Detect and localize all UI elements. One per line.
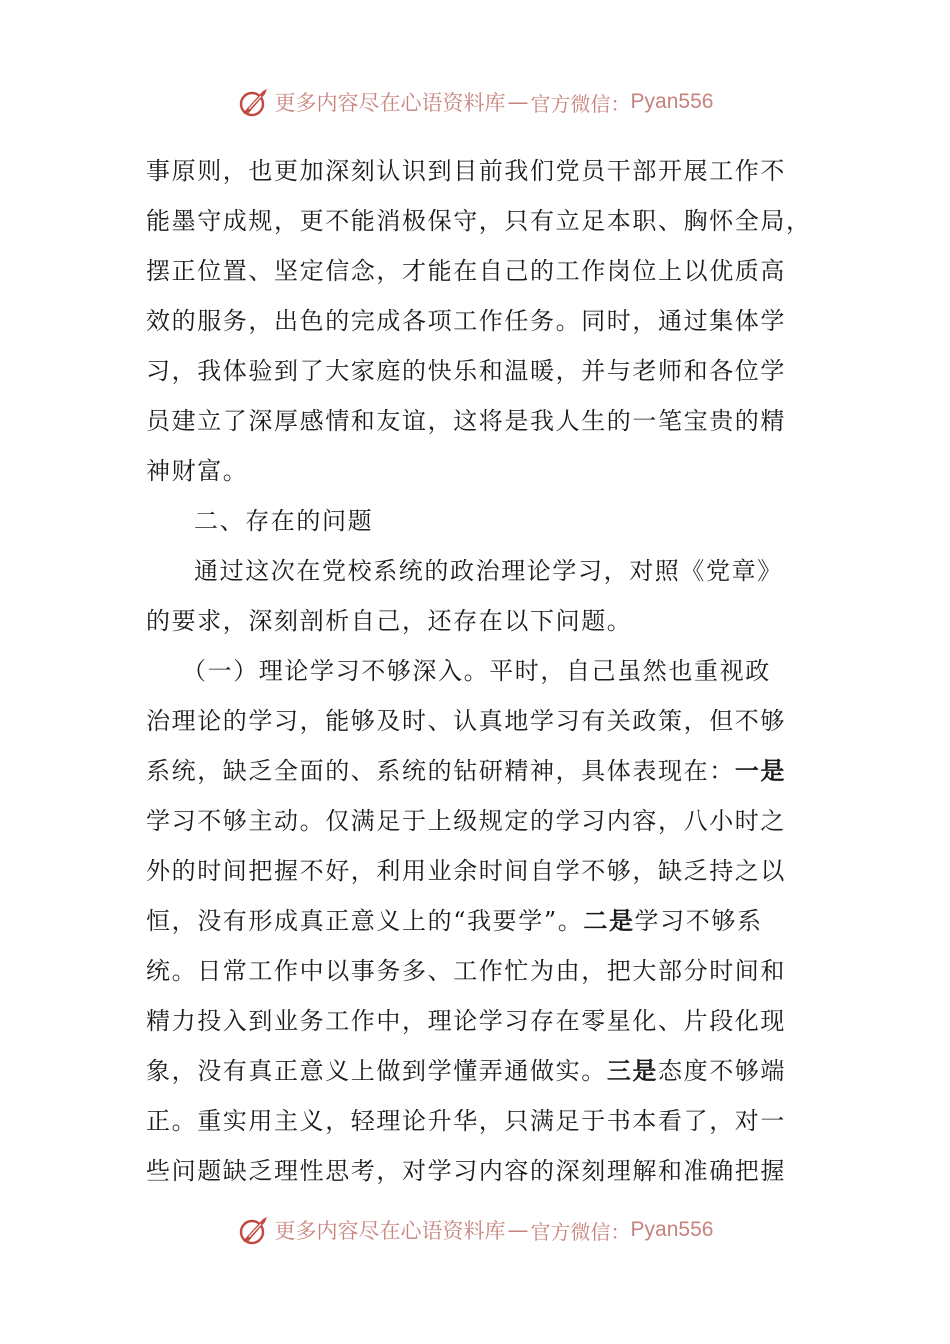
banner-dash: — [507,90,529,114]
text-line: 神财富。 [146,457,249,485]
text-line: 精力投入到业务工作中，理论学习存在零星化、片段化现 [146,1007,786,1035]
text-line: 习，我体验到了大家庭的快乐和温暖，并与老师和各位学 [146,357,786,385]
text-line: 的要求，深刻剖析自己，还存在以下问题。 [146,607,633,635]
text-line [146,746,796,796]
text-line: （一）理论学习不够深入。平时，自己虽然也重视政 [182,657,771,685]
banner-dash: — [507,1218,529,1242]
text-line: 外的时间把握不好，利用业余时间自学不够，缺乏持之以 [146,857,786,885]
text-line: 效的服务，出色的完成各项工作任务。同时，通过集体学 [146,307,786,335]
banner-official-label: 官方微信： [530,91,631,116]
text-line: 摆正位置、坚定信念，才能在自己的工作岗位上以优质高 [146,257,786,285]
text-segment: 象，没有真正意义上做到学懂弄通做实。 [146,1057,607,1085]
banner-text: 更多内容尽在心语资料库 [274,1219,506,1243]
banner-wechat-id: Pyan556 [630,90,714,113]
text-line: 学习不够主动。仅满足于上级规定的学习内容，八小时之 [146,807,786,835]
bold-marker: 一是 [734,757,787,785]
text-line: 能墨守成规，更不能消极保守，只有立足本职、胸怀全局， [146,207,812,235]
text-line: 治理论的学习，能够及时、认真地学习有关政策，但不够 [146,707,786,735]
banner-text: 更多内容尽在心语资料库 [274,91,506,115]
document-body [146,146,812,1196]
text-line [146,1046,796,1096]
text-line: 统。日常工作中以事务多、工作忙为由，把大部分时间和 [146,957,786,985]
quill-logo-icon [237,1213,271,1247]
footer-banner [0,1208,950,1252]
text-segment: 恒，没有形成真正意义上的“我要学”。 [146,907,584,935]
section-heading: 二、存在的问题 [194,507,374,535]
text-segment: 系统，缺乏全面的、系统的钻研精神，具体表现在： [146,757,735,785]
banner-official-label: 官方微信： [530,1219,631,1244]
text-segment: 态度不够端 [658,1057,787,1085]
header-banner [0,80,950,124]
bold-marker: 二是 [583,907,635,935]
bold-marker: 三是 [606,1057,659,1085]
text-line [146,896,796,946]
text-line: 正。重实用主义，轻理论升华，只满足于书本看了，对一 [146,1107,786,1135]
text-line: 通过这次在党校系统的政治理论学习，对照《党章》 [194,557,783,585]
text-line: 事原则，也更加深刻认识到目前我们党员干部开展工作不 [146,157,786,185]
text-segment: 学习不够系 [634,907,763,935]
banner-wechat-id: Pyan556 [630,1218,714,1241]
text-line: 些问题缺乏理性思考，对学习内容的深刻理解和准确把握 [146,1157,786,1185]
text-line: 员建立了深厚感情和友谊，这将是我人生的一笔宝贵的精 [146,407,786,435]
quill-logo-icon [237,85,271,119]
